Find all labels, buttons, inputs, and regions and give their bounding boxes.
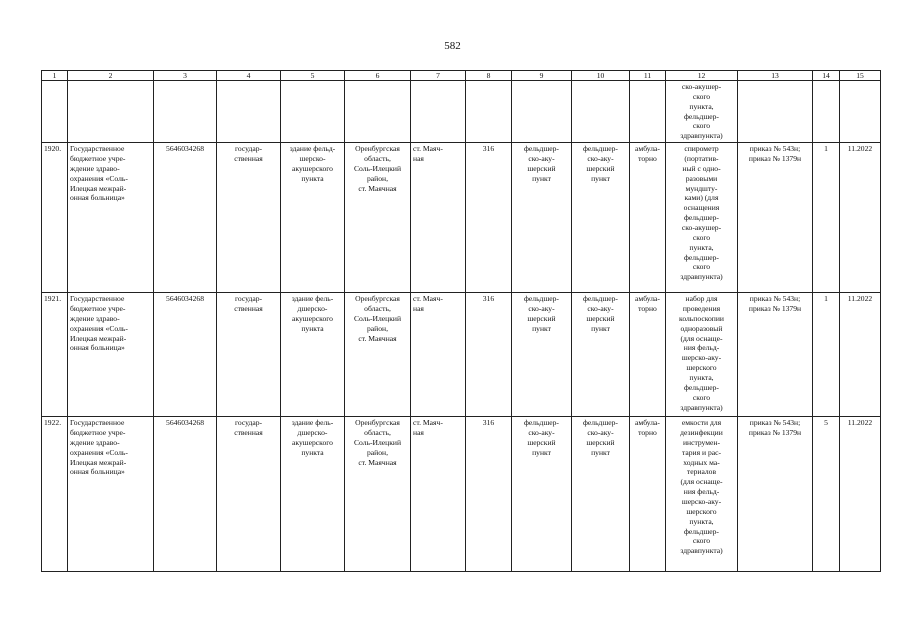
cell-line: ского <box>692 536 711 546</box>
ownership-form-cell <box>217 417 281 572</box>
quantity-cell: 1 <box>813 143 840 293</box>
cell-line: приказ № 543н; <box>749 294 801 304</box>
cell-line: ского <box>692 262 711 272</box>
cell-line: фельдшер- <box>684 111 719 121</box>
cell-line: разовыми <box>685 173 718 183</box>
cell-line: (для оснаще- <box>680 477 723 487</box>
cell-line: ками) (для <box>684 193 719 203</box>
order-cell <box>738 293 813 417</box>
column-header: 2 <box>68 71 154 81</box>
quantity-cell: 5 <box>813 417 840 572</box>
building-cell <box>281 143 345 293</box>
settlement-cell <box>411 293 466 417</box>
cell-line: Соль-Илецкий <box>353 163 402 173</box>
cell-line: фельдшер- <box>524 294 559 304</box>
unit-type-cell <box>512 143 572 293</box>
cell-line: охранения «Соль- <box>70 447 128 457</box>
cell-line: проведения <box>682 304 721 314</box>
cell-line: бюджетное учре- <box>70 428 126 438</box>
cell-line: Соль-Илецкий <box>353 437 402 447</box>
care-type-cell <box>630 293 666 417</box>
date-cell: 11.2022 <box>840 293 881 417</box>
cell-line: пункта, <box>689 373 714 383</box>
continuation-row <box>42 81 881 143</box>
cell-line: пункта, <box>689 242 714 252</box>
cell-line: пункта, <box>689 516 714 526</box>
address-cell <box>345 143 411 293</box>
cell-line: ского <box>692 121 711 131</box>
cell-line: Государственное <box>70 144 125 154</box>
cell-line: шерский <box>586 313 615 323</box>
unit-type-cell <box>512 293 572 417</box>
cell-line: здание фельд- <box>289 144 336 154</box>
cell-line: ственная <box>234 428 263 438</box>
cell-line: одноразовый <box>680 323 723 333</box>
address-cell <box>345 293 411 417</box>
cell-line: пункта, <box>689 101 714 111</box>
cell-line: ст. Маяч- <box>413 144 443 154</box>
cell-line: ная <box>413 154 424 164</box>
cell-line: ния фельд- <box>683 343 720 353</box>
column-header: 12 <box>666 71 738 81</box>
cell-line: ственная <box>234 304 263 314</box>
cell-line: ского <box>692 392 711 402</box>
cell-line: пункт <box>591 447 610 457</box>
cell-line: фельдшер- <box>583 144 618 154</box>
cell-line: мундшту- <box>685 183 718 193</box>
table-row <box>42 293 881 417</box>
cell-line: ско-аку- <box>528 304 555 314</box>
cell-line: ст. Маяч- <box>413 418 443 428</box>
cell-line: область, <box>364 304 391 314</box>
cell-line: ского <box>692 232 711 242</box>
cell-line: приказ № 543н; <box>749 418 801 428</box>
cell-line: здание фель- <box>291 418 334 428</box>
cell-line: акушерского <box>292 163 333 173</box>
cell-line: набор для <box>685 294 718 304</box>
cell-line: ст. Маячная <box>358 183 397 193</box>
equipment-item-cell <box>666 293 738 417</box>
cell-line: ная <box>413 428 424 438</box>
cell-line: приказ № 1379н <box>748 428 802 438</box>
cell-line: ст. Маяч- <box>413 294 443 304</box>
ownership-form-cell <box>217 143 281 293</box>
cell-line: Соль-Илецкий <box>353 313 402 323</box>
column-header: 14 <box>813 71 840 81</box>
cell-line: пункт <box>532 447 551 457</box>
cell-line: ско-акушер- <box>681 82 722 91</box>
cell-line: акушерского <box>292 437 333 447</box>
cell-line: Илецкая межрай- <box>70 333 127 343</box>
table-row <box>42 143 881 293</box>
cell-line: торно <box>638 428 657 438</box>
cell-line: здравпункта) <box>680 402 723 412</box>
cell-line: приказ № 1379н <box>748 154 802 164</box>
equipment-item-cell <box>666 417 738 572</box>
cell-line: Оренбургская <box>355 144 400 154</box>
cell-line: ходных ма- <box>683 457 720 467</box>
cell-line: амбула- <box>635 294 660 304</box>
cell-line: шерский <box>527 163 556 173</box>
column-header: 6 <box>345 71 411 81</box>
column-number-row <box>42 71 881 81</box>
ownership-form-cell <box>217 293 281 417</box>
continuation-item-cell <box>666 81 738 143</box>
cell-line: торно <box>638 304 657 314</box>
cell-line: пункта <box>301 173 324 183</box>
cell-line: область, <box>364 154 391 164</box>
row-number-cell: 1920. <box>42 143 68 293</box>
column-header: 11 <box>630 71 666 81</box>
quantity-cell: 1 <box>813 293 840 417</box>
cell-line: пункт <box>532 173 551 183</box>
cell-line: инструмен- <box>682 437 721 447</box>
cell-line: пункт <box>591 173 610 183</box>
row-number-cell: 1922. <box>42 417 68 572</box>
order-cell <box>738 143 813 293</box>
column-header: 9 <box>512 71 572 81</box>
cell-line: ско-аку- <box>587 304 614 314</box>
table-row <box>42 417 881 572</box>
cell-line: приказ № 543н; <box>749 144 801 154</box>
cell-line: фельдшер- <box>684 252 719 262</box>
column-header: 1 <box>42 71 68 81</box>
cell-line: шерский <box>527 313 556 323</box>
cell-line: пункт <box>532 323 551 333</box>
unit-subtype-cell <box>572 143 630 293</box>
cell-line: Илецкая межрай- <box>70 457 127 467</box>
cell-line: спирометр <box>684 144 719 154</box>
unit-type-cell <box>512 417 572 572</box>
cell-line: государ- <box>234 294 263 304</box>
column-header: 5 <box>281 71 345 81</box>
cell-line: териалов <box>686 467 717 477</box>
cell-line: ско-аку- <box>587 154 614 164</box>
cell-line: пункт <box>591 323 610 333</box>
cell-line: ственная <box>234 154 263 164</box>
cell-line: кольпоскопии <box>679 313 724 323</box>
unit-subtype-cell <box>572 293 630 417</box>
order-cell <box>738 417 813 572</box>
unit-subtype-cell <box>572 417 630 572</box>
cell-line: ния фельд- <box>683 487 720 497</box>
cell-line: амбула- <box>635 418 660 428</box>
column-header: 3 <box>154 71 217 81</box>
cell-line: шерский <box>586 437 615 447</box>
column-header: 4 <box>217 71 281 81</box>
building-cell <box>281 293 345 417</box>
care-type-cell <box>630 417 666 572</box>
code-cell: 316 <box>466 143 512 293</box>
cell-line: (портатив- <box>684 154 719 164</box>
page-number: 582 <box>444 40 461 52</box>
cell-line: шерско- <box>299 154 326 164</box>
cell-line: район, <box>367 173 388 183</box>
cell-line: Оренбургская <box>355 294 400 304</box>
cell-line: фельдшер- <box>524 144 559 154</box>
cell-line: фельдшер- <box>684 382 719 392</box>
cell-line: здравпункта) <box>680 131 723 141</box>
inn-cell: 5646034268 <box>154 293 217 417</box>
cell-line: шерского <box>686 506 717 516</box>
organization-cell <box>68 143 154 293</box>
cell-line: ждение здраво- <box>70 163 120 173</box>
cell-line: район, <box>367 323 388 333</box>
column-header: 8 <box>466 71 512 81</box>
cell-line: шерско-аку- <box>681 497 722 507</box>
cell-line: онная больница» <box>70 193 125 203</box>
cell-line: дезинфекции <box>680 428 723 438</box>
cell-line: здание фель- <box>291 294 334 304</box>
column-header: 10 <box>572 71 630 81</box>
care-type-cell <box>630 143 666 293</box>
cell-line: государ- <box>234 144 263 154</box>
cell-line: оснащения <box>683 203 720 213</box>
cell-line: дшерско- <box>297 428 328 438</box>
cell-line: дшерско- <box>297 304 328 314</box>
row-number-cell: 1921. <box>42 293 68 417</box>
settlement-cell <box>411 143 466 293</box>
cell-line: охранения «Соль- <box>70 323 128 333</box>
organization-cell <box>68 417 154 572</box>
cell-line: ждение здраво- <box>70 313 120 323</box>
cell-line: шерский <box>527 437 556 447</box>
registry-table <box>41 70 881 572</box>
column-header: 7 <box>411 71 466 81</box>
cell-line: Государственное <box>70 294 125 304</box>
building-cell <box>281 417 345 572</box>
settlement-cell <box>411 417 466 572</box>
cell-line: торно <box>638 154 657 164</box>
cell-line: фельдшер- <box>684 526 719 536</box>
cell-line: ско-аку- <box>528 428 555 438</box>
code-cell: 316 <box>466 293 512 417</box>
cell-line: бюджетное учре- <box>70 304 126 314</box>
cell-line: Государственное <box>70 418 125 428</box>
code-cell: 316 <box>466 417 512 572</box>
cell-line: емкости для <box>681 418 722 428</box>
cell-line: пункта <box>301 323 324 333</box>
cell-line: ско-аку- <box>528 154 555 164</box>
cell-line: амбула- <box>635 144 660 154</box>
cell-line: фельдшер- <box>583 294 618 304</box>
date-cell: 11.2022 <box>840 143 881 293</box>
cell-line: фельдшер- <box>684 213 719 223</box>
cell-line: ско-аку- <box>587 428 614 438</box>
cell-line: ского <box>692 91 711 101</box>
cell-line: ждение здраво- <box>70 437 120 447</box>
cell-line: шерско-аку- <box>681 353 722 363</box>
cell-line: акушерского <box>292 313 333 323</box>
cell-line: ная <box>413 304 424 314</box>
cell-line: район, <box>367 447 388 457</box>
cell-line: онная больница» <box>70 467 125 477</box>
cell-line: (для оснаще- <box>680 333 723 343</box>
cell-line: шерский <box>586 163 615 173</box>
cell-line: ный с одно- <box>682 163 721 173</box>
cell-line: бюджетное учре- <box>70 154 126 164</box>
cell-line: приказ № 1379н <box>748 304 802 314</box>
cell-line: фельдшер- <box>583 418 618 428</box>
cell-line: ст. Маячная <box>358 457 397 467</box>
cell-line: здравпункта) <box>680 546 723 556</box>
equipment-item-cell <box>666 143 738 293</box>
inn-cell: 5646034268 <box>154 143 217 293</box>
cell-line: Оренбургская <box>355 418 400 428</box>
address-cell <box>345 417 411 572</box>
cell-line: государ- <box>234 418 263 428</box>
inn-cell: 5646034268 <box>154 417 217 572</box>
cell-line: пункта <box>301 447 324 457</box>
date-cell: 11.2022 <box>840 417 881 572</box>
cell-line: ст. Маячная <box>358 333 397 343</box>
cell-line: ско-акушер- <box>681 223 722 233</box>
column-header: 15 <box>840 71 881 81</box>
cell-line: тария и рас- <box>681 447 722 457</box>
cell-line: фельдшер- <box>524 418 559 428</box>
cell-line: область, <box>364 428 391 438</box>
organization-cell <box>68 293 154 417</box>
cell-line: Илецкая межрай- <box>70 183 127 193</box>
column-header: 13 <box>738 71 813 81</box>
cell-line: здравпункта) <box>680 272 723 282</box>
cell-line: охранения «Соль- <box>70 173 128 183</box>
cell-line: онная больница» <box>70 343 125 353</box>
cell-line: шерского <box>686 363 717 373</box>
